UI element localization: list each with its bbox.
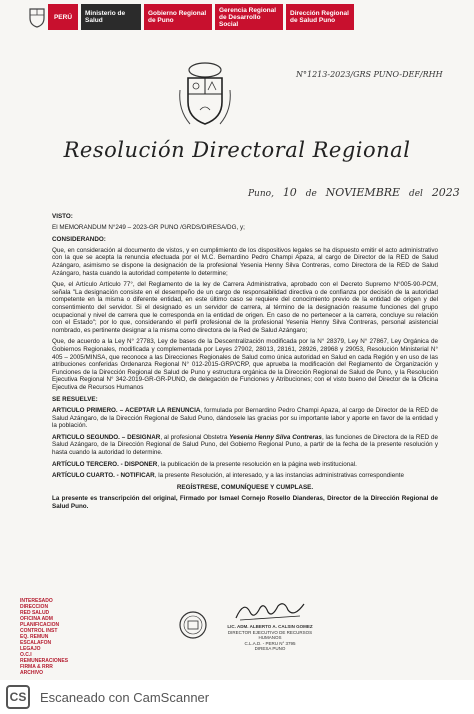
coat-of-arms-icon bbox=[28, 6, 46, 28]
logo-direccion: Dirección Regional de Salud Puno bbox=[286, 4, 354, 30]
se-resuelve-heading: SE RESUELVE: bbox=[52, 396, 98, 404]
article-2-label: ARTICULO SEGUNDO. – DESIGNAR bbox=[52, 433, 161, 441]
scanner-watermark-bar bbox=[0, 680, 474, 714]
distribution-item: INTERESADO bbox=[20, 598, 53, 604]
document-title: Resolución Directoral Regional bbox=[63, 138, 411, 162]
date-year-prefix: del bbox=[408, 189, 423, 199]
distribution-item: DIRECCION bbox=[20, 604, 49, 610]
logo-ministerio: Ministerio de Salud bbox=[81, 4, 141, 30]
date-month: NOVIEMBRE bbox=[325, 186, 401, 199]
paragraph-3: Que, de acuerdo a la Ley N° 27783, Ley de bases de la Descentralización modificada por la N° 28379, Ley N° 27867, Ley Orgánica de Gobiernos Regionales, modificada y complementada por Leyes 27902, 28013, 28161, 28926, 28968 y 29053, Resolución Ministerial N° 405 – 2005/MINSA, que reconoce a las Direcciones Regionales de Salud como única autoridad en Salud en cada Región y en uso de las atribuciones conferidas Ordenanza Regional N° 012-2015-GRP/CRP, que aprueba la modificación del Reglamento de Organización y Funciones de la Dirección Regional de Salud de Puno y estructura orgánica de la Dirección Regional de Salud de Puno, y la Resolución Ejecutiva Regional N° 342-2019-GR-GR-PUNO, de delegación de Funciones y Atribuciones; con el visto bueno del Director de la Oficina Ejecutiva de Recursos Humanos bbox=[52, 338, 438, 391]
signature-role: DIRECTOR EJECUTIVO DE RECURSOS HUMANOS bbox=[227, 629, 313, 640]
logo-gerencia: Gerencia Regional de Desarrollo Social bbox=[215, 4, 283, 30]
paragraph-2: Que, el Artículo Artículo 77°, del Reglamento de la ley de Carrera Administrativa, aprobado con el Decreto Supremo N°005-90-PCM, señala "La designación consiste en el desempeño de un cargo de responsabilidad directiva o de confianza por decisión de la autoridad competente en la misma o diferente entidad, en este último caso se requiere del conocimiento previo de la entidad de origen y del consentimiento del servidor. Si el designado es un servidor de carrera, al término de la designación reasume funciones del grupo ocupacional y nivel de carrera que le corresponda en la entidad de origen. En caso de no pertenecer a la carrera, concluye su relación con el Estado"; por lo que, considerando el perfil profesional de la profesional Yesenia Henny Silva Contreras, personal asistencial nombrado, es pertinente designar a la misma como directora de la Red de Salud Azángaro; bbox=[52, 281, 438, 334]
document-date bbox=[248, 186, 466, 199]
distribution-item: FIRMA & RRR bbox=[20, 664, 53, 670]
article-3-label: ARTÍCULO TERCERO. - DISPONER bbox=[52, 460, 158, 468]
closing-line: REGÍSTRESE, COMUNÍQUESE Y CUMPLASE. bbox=[176, 483, 314, 491]
article-3-text: , la publicación de la presente resolución en la página web institucional. bbox=[157, 460, 357, 468]
signature-entity: DIRESA PUNO bbox=[254, 646, 286, 651]
date-de: de bbox=[305, 189, 317, 199]
date-year: 2023 bbox=[431, 186, 460, 199]
distribution-item: REMUNERACIONES bbox=[20, 658, 69, 664]
seal-stamp-icon bbox=[178, 610, 208, 640]
article-2-text-a: , al profesional Obstetra bbox=[160, 433, 230, 441]
distribution-item: EQ. REMUN bbox=[20, 634, 49, 640]
article-1-label: ARTICULO PRIMERO. – ACEPTAR LA RENUNCIA bbox=[52, 407, 201, 415]
article-2-text-b: , las funciones de Directora de la RED de Salud Azángaro, de la Dirección Regional de Salud Puno, del Gobierno Regional Puno, a partir de la fecha de la presente resolución y hasta cuando la autoridad lo determine. bbox=[52, 433, 438, 457]
signature-name: LIC. ADM. ALBERTO A. CALSIN GOMEZ bbox=[227, 624, 313, 629]
article-1-text: , formulada por Bernardino Pedro Champi Apaza, al cargo de Director de la RED de Salud Azángaro, de la Dirección Regional de Salud Puno, dándosele las gracias por su importante labor y aporte en favor de la entidad y la población. bbox=[52, 407, 439, 430]
distribution-item: ARCHIVO bbox=[20, 670, 44, 676]
national-crest-icon bbox=[176, 60, 234, 132]
article-1 bbox=[52, 407, 438, 430]
scanner-text: Escaneado con CamScanner bbox=[40, 689, 210, 705]
visto-heading: VISTO: bbox=[52, 213, 73, 220]
document-number: N°1213-2023/GRS PUNO-DEF/RHH bbox=[296, 70, 443, 79]
article-2-name: Yesenia Henny Silva Contreras bbox=[229, 433, 322, 441]
transcription-note: La presente es transcripción del original, Firmado por Ismael Cornejo Rosello Dianderas, Director de la Dirección Regional de Salud Puno. bbox=[52, 495, 438, 510]
camscanner-logo-icon: CS bbox=[6, 685, 30, 709]
distribution-list bbox=[20, 598, 100, 676]
article-4-label: ARTÍCULO CUARTO. - NOTIFICAR bbox=[52, 472, 155, 480]
article-3 bbox=[52, 461, 438, 469]
distribution-item: CONTROL INST bbox=[20, 628, 58, 634]
document-body bbox=[52, 208, 438, 515]
logo-gobierno: Gobierno Regional de Puno bbox=[144, 4, 212, 30]
distribution-item: PLANIFICACION bbox=[20, 622, 60, 628]
date-day: 10 bbox=[282, 186, 297, 199]
paragraph-1: Que, en consideración al documento de vistos, y en cumplimiento de los dispositivos legales se ha dispuesto emitir el acto administrativo con la que se acepta la renuncia efectuada por el M.C. Bernardino Pedro Champi Apaza, al cargo de Director de la RED de Salud Azángaro, asimismo se dispone la designación de la profesional Yesenia Henny Silva Contreras, como Directora de la RED de Salud Azángaro, hasta cuando la autoridad competente lo determine; bbox=[52, 246, 438, 277]
header-logos bbox=[48, 4, 354, 30]
distribution-item: OFICINA ADM bbox=[20, 616, 53, 622]
distribution-item: ESCALAFON bbox=[20, 640, 52, 646]
date-prefix: Puno, bbox=[248, 189, 274, 199]
distribution-item: O.C.I bbox=[20, 652, 32, 658]
distribution-item: LEGAJO bbox=[20, 646, 41, 652]
logo-peru: PERÚ bbox=[48, 4, 78, 30]
signature-license: C.L.A.D. - PERU N° 3795 bbox=[244, 640, 296, 646]
article-4-text: , la presente Resolución, al interesado, y a las instancias administrativas correspondiente bbox=[154, 472, 404, 480]
handwritten-signature-icon bbox=[230, 598, 310, 624]
signature-block bbox=[220, 624, 320, 652]
distribution-item: RED SALUD bbox=[20, 610, 50, 616]
memo-reference: El MEMORANDUM N°249 – 2023-GR PUNO /GRDS/DIRESA/DG, y; bbox=[52, 223, 245, 231]
article-4 bbox=[52, 472, 438, 480]
article-2 bbox=[52, 434, 438, 457]
considerando-heading: CONSIDERANDO: bbox=[52, 236, 106, 244]
